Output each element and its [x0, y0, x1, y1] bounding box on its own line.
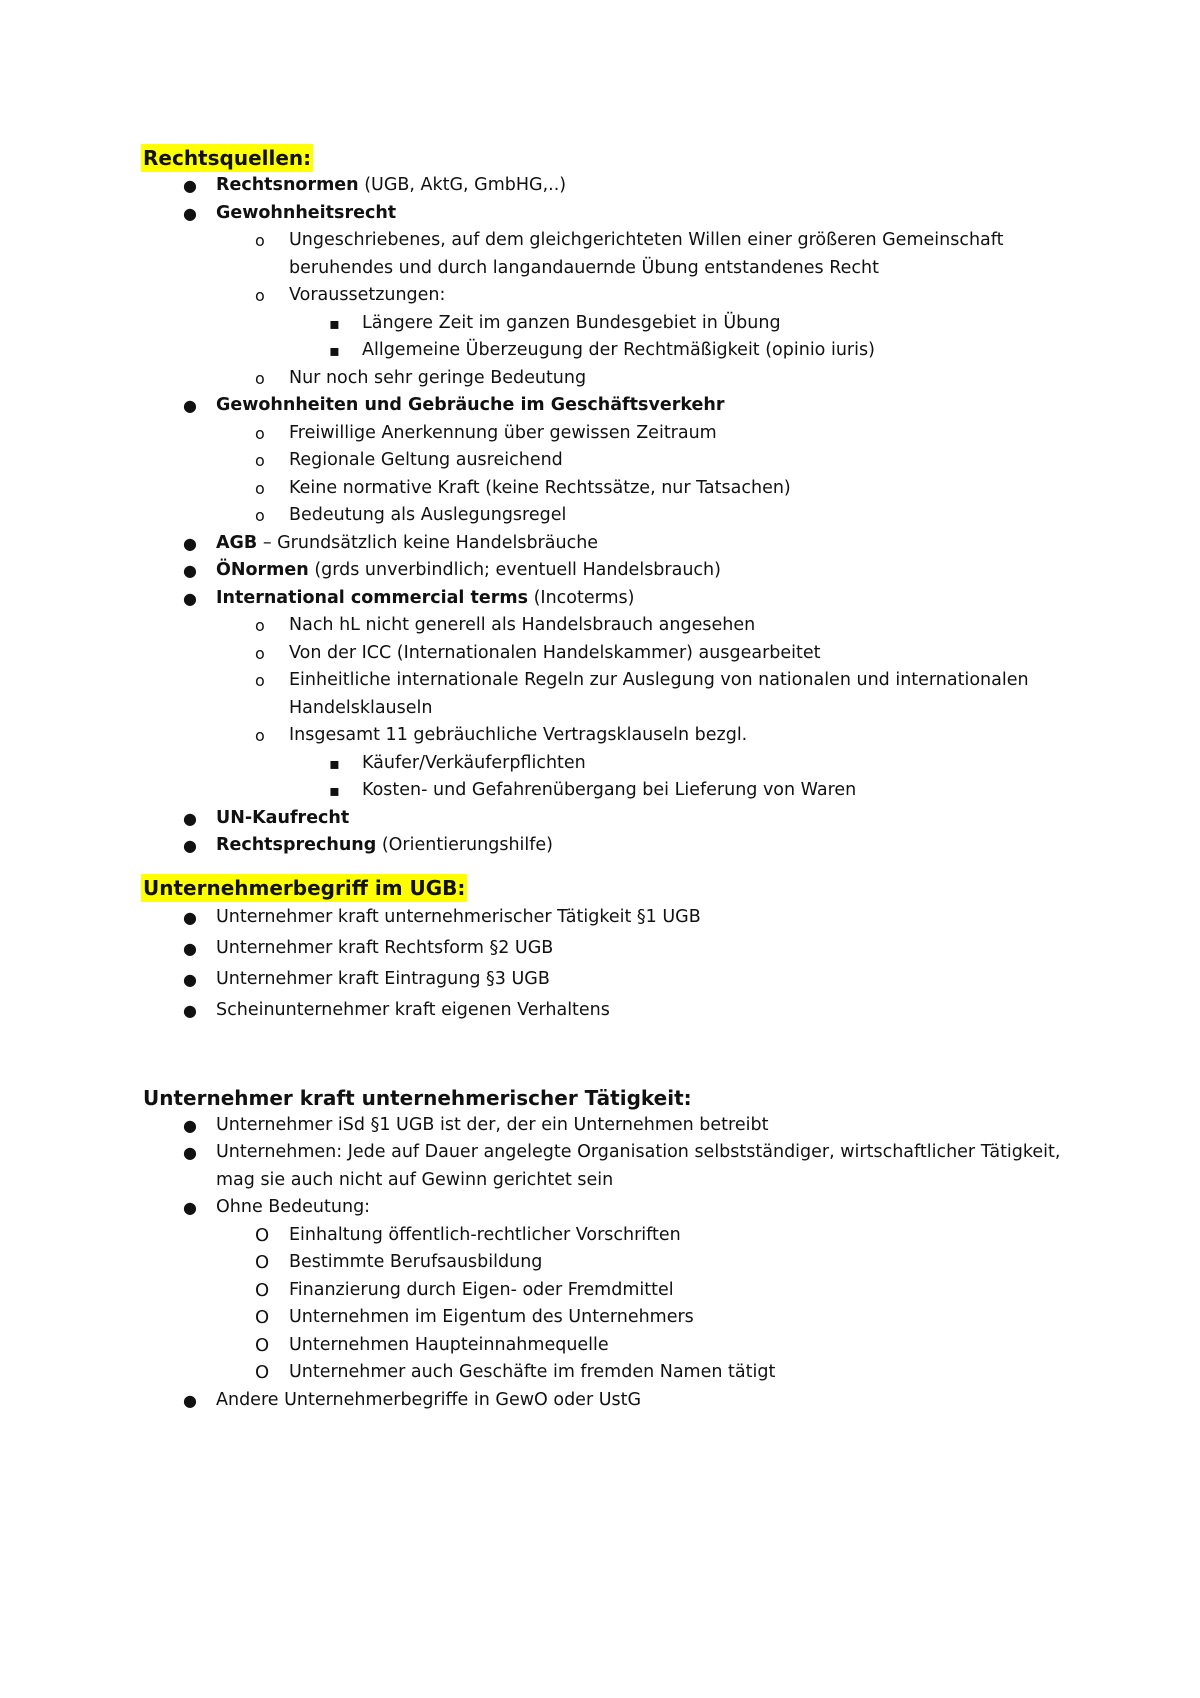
- item-text: (grds unverbindlich; eventuell Handelsbrauch): [308, 560, 721, 580]
- item-text: Voraussetzungen:: [289, 285, 446, 305]
- list-item: [143, 172, 1083, 200]
- list-item: [143, 1277, 1083, 1305]
- list-item: [143, 640, 1083, 668]
- list-item: [143, 964, 1083, 995]
- section-taetigkeit: [143, 1084, 1083, 1415]
- item-text: Unternehmen: Jede auf Dauer angelegte Organisation selbstständiger, wirtschaftlicher Tätigkeit, mag sie auch nicht auf Gewinn gerichtet sein: [216, 1142, 1061, 1190]
- bullet-icon: ●: [183, 836, 197, 855]
- circle-bullet-icon: o: [255, 423, 265, 443]
- item-text: Nach hL nicht generell als Handelsbrauch angesehen: [289, 615, 756, 635]
- circle-bullet-icon: O: [255, 1224, 270, 1246]
- circle-bullet-icon: o: [255, 451, 265, 470]
- bullet-icon: ●: [183, 203, 197, 223]
- item-text: Insgesamt 11 gebräuchliche Vertragsklauseln bezgl.: [289, 725, 748, 745]
- item-text: Bestimmte Berufsausbildung: [289, 1252, 543, 1272]
- list-item: [143, 1359, 1083, 1387]
- document-content: [143, 144, 1083, 1414]
- item-text: Regionale Geltung ausreichend: [289, 450, 563, 470]
- bullet-icon: ●: [183, 1115, 197, 1135]
- bullet-icon: ●: [183, 533, 197, 553]
- list-item: [143, 995, 1083, 1026]
- item-text: Unternehmer kraft Rechtsform §2 UGB: [216, 937, 554, 958]
- list-item: [143, 1332, 1083, 1360]
- section-unternehmerbegriff: [143, 874, 1083, 1026]
- list-item: [143, 392, 1083, 420]
- item-text: Nur noch sehr geringe Bedeutung: [289, 367, 587, 388]
- heading-unternehmerbegriff: Unternehmerbegriff im UGB:: [143, 875, 466, 900]
- list-item: [143, 447, 1083, 475]
- circle-bullet-icon: o: [255, 478, 265, 498]
- item-text: (UGB, AktG, GmbHG,..): [358, 175, 567, 195]
- item-text: Unternehmer kraft Eintragung §3 UGB: [216, 968, 550, 989]
- list-item: [143, 530, 1083, 558]
- item-text: Ungeschriebenes, auf dem gleichgerichteten Willen einer größeren Gemeinschaft beruhendes und durch langandauernde Übung entstandenes Recht: [289, 230, 1004, 278]
- item-text: Längere Zeit im ganzen Bundesgebiet in Übung: [362, 312, 781, 333]
- circle-bullet-icon: O: [255, 1279, 270, 1301]
- item-text: Unternehmer auch Geschäfte im fremden Namen tätigt: [289, 1362, 776, 1382]
- circle-bullet-icon: O: [255, 1252, 270, 1273]
- list-item: [143, 1249, 1083, 1277]
- circle-bullet-icon: o: [255, 286, 265, 305]
- list-item: [143, 310, 1083, 338]
- list-item: [143, 365, 1083, 393]
- list-item: [143, 502, 1083, 530]
- list-item: [143, 420, 1083, 448]
- list-item: [143, 667, 1083, 722]
- item-text: (Orientierungshilfe): [376, 835, 554, 855]
- item-text: (Incoterms): [528, 587, 635, 608]
- list-item: [143, 282, 1083, 310]
- list-item: [143, 612, 1083, 640]
- rechtsquellen-list: [143, 172, 1083, 860]
- taetigkeit-list: [143, 1112, 1083, 1415]
- bullet-icon: ●: [183, 938, 197, 958]
- bullet-icon: ●: [183, 1143, 197, 1162]
- unternehmerbegriff-list: [143, 902, 1083, 1026]
- list-item: [143, 1304, 1083, 1332]
- list-item: [143, 750, 1083, 778]
- item-bold: Gewohnheitsrecht: [216, 202, 397, 223]
- item-text: Unternehmen im Eigentum des Unternehmers: [289, 1307, 694, 1327]
- circle-bullet-icon: o: [255, 726, 265, 745]
- item-text: Einheitliche internationale Regeln zur Auslegung von nationalen und internationalen Handelsklauseln: [289, 670, 1029, 718]
- square-bullet-icon: ▪: [329, 781, 340, 800]
- item-text: Von der ICC (Internationalen Handelskammer) ausgearbeitet: [289, 642, 821, 663]
- list-item: [143, 777, 1083, 805]
- square-bullet-icon: ▪: [329, 313, 340, 333]
- bullet-icon: ●: [183, 808, 197, 828]
- item-text: Andere Unternehmerbegriffe in GewO oder UstG: [216, 1389, 642, 1410]
- item-text: Kosten- und Gefahrenübergang bei Lieferung von Waren: [362, 780, 857, 800]
- item-text: Unternehmer kraft unternehmerischer Tätigkeit §1 UGB: [216, 906, 701, 927]
- circle-bullet-icon: o: [255, 643, 265, 663]
- item-bold: Rechtsnormen: [216, 175, 359, 195]
- bullet-icon: ●: [183, 1000, 197, 1020]
- bullet-icon: ●: [183, 1390, 197, 1410]
- list-item: [143, 832, 1083, 860]
- list-item: [143, 805, 1083, 833]
- item-bold: AGB: [216, 532, 258, 553]
- circle-bullet-icon: o: [255, 616, 265, 635]
- list-item: [143, 227, 1083, 282]
- circle-bullet-icon: O: [255, 1334, 270, 1356]
- bullet-icon: ●: [183, 396, 197, 415]
- item-bold: Rechtsprechung: [216, 835, 377, 855]
- bullet-icon: ●: [183, 588, 197, 608]
- list-item: [143, 1194, 1083, 1222]
- list-item: [143, 557, 1083, 585]
- item-text: Unternehmer iSd §1 UGB ist der, der ein Unternehmen betreibt: [216, 1114, 769, 1135]
- bullet-icon: ●: [183, 176, 197, 195]
- bullet-icon: ●: [183, 907, 197, 927]
- item-bold: UN-Kaufrecht: [216, 807, 350, 828]
- list-item: [143, 1139, 1083, 1194]
- item-text: Einhaltung öffentlich-rechtlicher Vorschriften: [289, 1224, 681, 1245]
- list-item: [143, 933, 1083, 964]
- item-text: Bedeutung als Auslegungsregel: [289, 505, 567, 525]
- circle-bullet-icon: O: [255, 1307, 270, 1328]
- item-text: – Grundsätzlich keine Handelsbräuche: [257, 532, 599, 553]
- list-item: [143, 475, 1083, 503]
- item-text: Scheinunternehmer kraft eigenen Verhaltens: [216, 999, 610, 1020]
- list-item: [143, 902, 1083, 933]
- circle-bullet-icon: o: [255, 231, 265, 250]
- circle-bullet-icon: O: [255, 1362, 270, 1383]
- bullet-icon: ●: [183, 1198, 197, 1217]
- list-item: [143, 722, 1083, 750]
- square-bullet-icon: ▪: [329, 753, 340, 773]
- list-item: [143, 1112, 1083, 1140]
- item-text: Freiwillige Anerkennung über gewissen Zeitraum: [289, 422, 717, 443]
- heading-taetigkeit: Unternehmer kraft unternehmerischer Tätigkeit:: [143, 1085, 692, 1110]
- item-text: Finanzierung durch Eigen- oder Fremdmittel: [289, 1279, 674, 1300]
- item-bold: ÖNormen: [216, 560, 309, 580]
- circle-bullet-icon: o: [255, 671, 265, 690]
- square-bullet-icon: ▪: [329, 341, 340, 360]
- list-item: [143, 1222, 1083, 1250]
- bullet-icon: ●: [183, 561, 197, 580]
- circle-bullet-icon: o: [255, 506, 265, 525]
- item-text: Käufer/Verkäuferpflichten: [362, 752, 586, 773]
- item-text: Allgemeine Überzeugung der Rechtmäßigkeit (opinio iuris): [362, 340, 875, 360]
- circle-bullet-icon: o: [255, 368, 265, 388]
- item-text: Ohne Bedeutung:: [216, 1197, 371, 1217]
- heading-rechtsquellen: Rechtsquellen:: [143, 146, 312, 170]
- list-item: [143, 1387, 1083, 1415]
- item-text: Unternehmen Haupteinnahmequelle: [289, 1334, 609, 1355]
- list-item: [143, 337, 1083, 365]
- list-item: [143, 585, 1083, 613]
- item-text: Keine normative Kraft (keine Rechtssätze, nur Tatsachen): [289, 477, 791, 498]
- bullet-icon: ●: [183, 969, 197, 989]
- section-rechtsquellen: [143, 144, 1083, 860]
- item-bold: International commercial terms: [216, 587, 529, 608]
- list-item: [143, 200, 1083, 228]
- item-bold: Gewohnheiten und Gebräuche im Geschäftsverkehr: [216, 395, 725, 415]
